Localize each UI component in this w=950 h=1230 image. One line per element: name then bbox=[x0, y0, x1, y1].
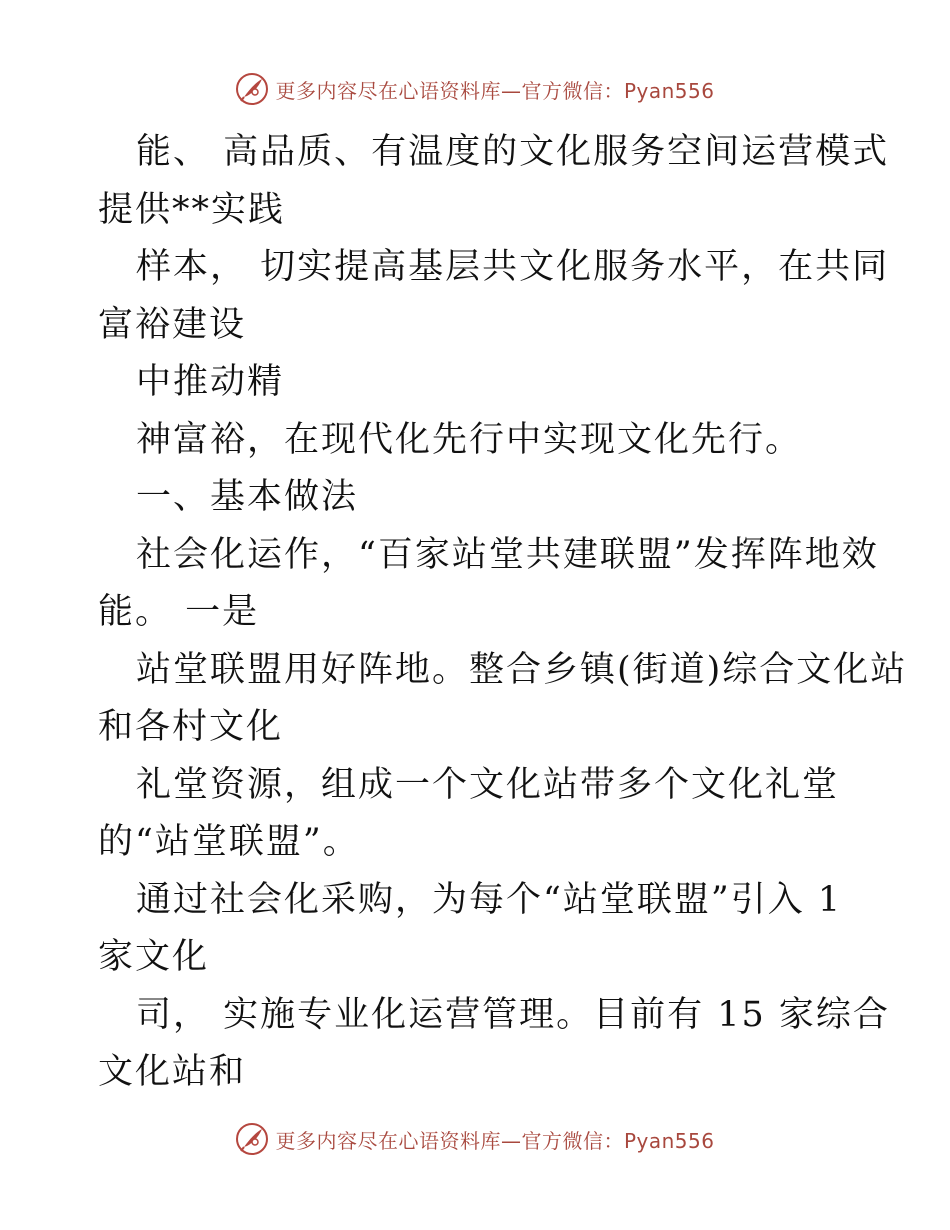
text-line: 提供**实践 bbox=[98, 189, 286, 230]
text-line: 礼堂资源，组成一个文化站带多个文化礼堂 bbox=[136, 764, 840, 805]
text-line: 样本， 切实提高基层共文化服务水平，在共同 bbox=[136, 247, 890, 287]
text-line: 文化站和 bbox=[98, 1052, 247, 1092]
text-line: 通过社会化采购，为每个“站堂联盟”引入 1 bbox=[136, 879, 843, 920]
text-line: 家文化 bbox=[98, 937, 210, 977]
text-line: 和各村文化 bbox=[98, 707, 284, 747]
text-line: 司， 实施专业化运营管理。目前有 15 家综合 bbox=[136, 994, 890, 1035]
text-line: 能、 高品质、有温度的文化服务空间运营模式 bbox=[136, 132, 890, 172]
text-line: 的“站堂联盟”。 bbox=[98, 822, 360, 862]
text-line: 社会化运作，“百家站堂共建联盟”发挥阵地效 bbox=[136, 534, 879, 575]
quill-pen-logo-icon bbox=[235, 72, 269, 106]
text-line: 一、基本做法 bbox=[136, 477, 359, 517]
quill-pen-logo-icon bbox=[235, 1122, 269, 1156]
watermark-text: 更多内容尽在心语资料库—官方微信：Pyan556 bbox=[275, 78, 715, 103]
text-line: 富裕建设 bbox=[98, 304, 247, 345]
watermark-text: 更多内容尽在心语资料库—官方微信：Pyan556 bbox=[275, 1128, 715, 1153]
text-line: 中推动精 bbox=[136, 362, 285, 402]
text-line: 能。 一是 bbox=[98, 592, 260, 632]
document-body bbox=[98, 124, 908, 1102]
text-line: 站堂联盟用好阵地。整合乡镇(街道)综合文化站 bbox=[136, 649, 908, 690]
text-line: 神富裕，在现代化先行中实现文化先行。 bbox=[136, 419, 803, 460]
header-watermark bbox=[0, 72, 950, 106]
footer-watermark bbox=[0, 1122, 950, 1156]
